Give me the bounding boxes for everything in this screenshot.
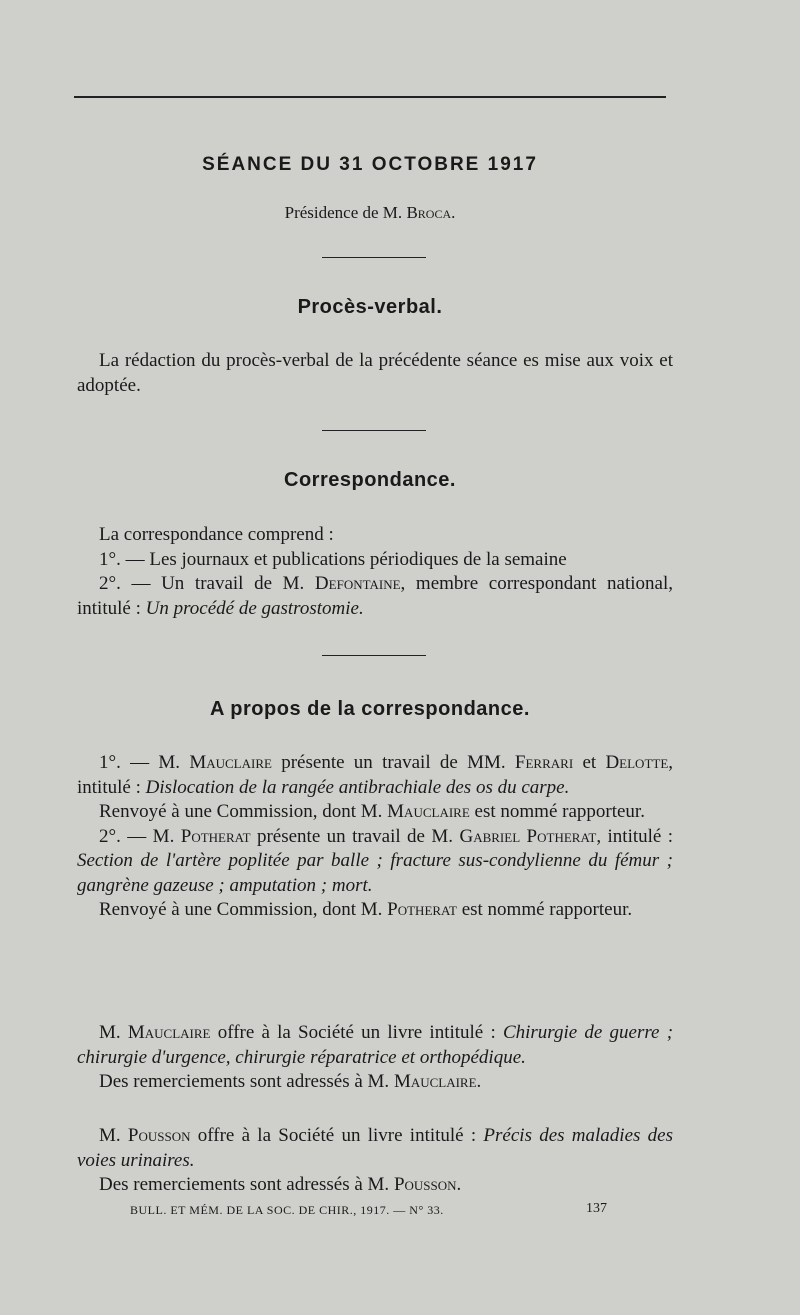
livre-offer: M. Mauclaire offre à la Société un livre intitulé : Chirurgie de guerre ; chirurgie d'urgence, chirurgie réparatrice et orthopédique.	[77, 1022, 674, 1068]
author-name: Potherat	[180, 825, 251, 847]
author-name: Pousson.	[393, 1174, 462, 1195]
section-title-proces-verbal: Procès-verbal.	[297, 296, 443, 318]
livre-offer: M. Pousson offre à la Société un livre intitulé : Précis des maladies des voies urinaires.	[77, 1125, 673, 1171]
author-name: Delotte	[605, 752, 669, 773]
livre-thanks: Des remerciements sont adressés à M. Pousson.	[99, 1174, 462, 1195]
author-name: Mauclaire.	[393, 1071, 482, 1092]
footer-citation: BULL. ET MÉM. DE LA SOC. DE CHIR., 1917. — N° 33.	[130, 1203, 444, 1217]
seance-heading: SÉANCE DU 31 OCTOBRE 1917	[202, 154, 538, 175]
work-title: Précis des maladies des voies urinaires.	[77, 1125, 673, 1171]
apropos-item-2: 2°. — M. Potherat présente un travail de M. Gabriel Potherat, intitulé : Section de l'artère poplitée par balle ; fracture sus-condylienne du fémur ; gangrène gazeuse ; amputation ; mort.	[77, 825, 674, 896]
author-name: Gabriel Potherat	[459, 825, 597, 847]
author-name: Ferrari	[514, 752, 574, 773]
author-name: Pousson	[127, 1125, 191, 1146]
page-number: 137	[586, 1201, 607, 1216]
top-rule	[74, 96, 666, 98]
section-title-apropos: A propos de la correspondance.	[210, 698, 530, 720]
proces-verbal-text: La rédaction du procès-verbal de la précédente séance es mise aux voix et adoptée.	[77, 350, 673, 396]
separator-rule	[322, 655, 426, 656]
presidence-line	[0, 203, 740, 223]
apropos-item-1-renvoi: Renvoyé à une Commission, dont M. Mauclaire est nommé rapporteur.	[99, 801, 645, 822]
livre-mauclaire	[77, 1021, 673, 1095]
author-name: Defontaine	[314, 573, 401, 594]
livre-pousson	[77, 1124, 673, 1198]
work-title: Section de l'artère poplitée par balle ; fracture sus-condylienne du fémur ; gangrène gazeuse ; amputation ; mort.	[77, 850, 673, 896]
section-title-correspondance: Correspondance.	[284, 469, 456, 491]
correspondance-item-2: 2°. — Un travail de M. Defontaine, membre correspondant national, intitulé : Un procédé de gastrostomie.	[77, 573, 673, 619]
livre-thanks: Des remerciements sont adressés à M. Mauclaire.	[99, 1071, 482, 1092]
correspondance-list	[77, 523, 673, 621]
correspondance-item-1: 1°. — Les journaux et publications périodiques de la semaine	[99, 548, 567, 570]
work-title: Dislocation de la rangée antibrachiale des os du carpe.	[145, 776, 570, 798]
apropos-body	[77, 751, 673, 923]
separator-rule	[322, 257, 426, 258]
separator-rule	[322, 430, 426, 431]
work-title: Chirurgie de guerre ; chirurgie d'urgence, chirurgie réparatrice et orthopédique.	[77, 1022, 674, 1068]
apropos-item-2-renvoi: Renvoyé à une Commission, dont M. Potherat est nommé rapporteur.	[99, 899, 633, 920]
presidence-prefix: Présidence de M.	[284, 203, 403, 222]
author-name: Mauclaire	[387, 801, 470, 822]
author-name: Mauclaire	[189, 752, 272, 773]
correspondance-intro: La correspondance comprend :	[99, 524, 334, 545]
author-name: Mauclaire	[127, 1022, 211, 1043]
author-name: Potherat	[387, 899, 457, 920]
president-name: Broca.	[406, 203, 456, 222]
apropos-item-1: 1°. — M. Mauclaire présente un travail de MM. Ferrari et Delotte, intitulé : Dislocation de la rangée antibrachiale des os du carpe.	[77, 752, 674, 798]
work-title: Un procédé de gastrostomie.	[145, 597, 364, 619]
